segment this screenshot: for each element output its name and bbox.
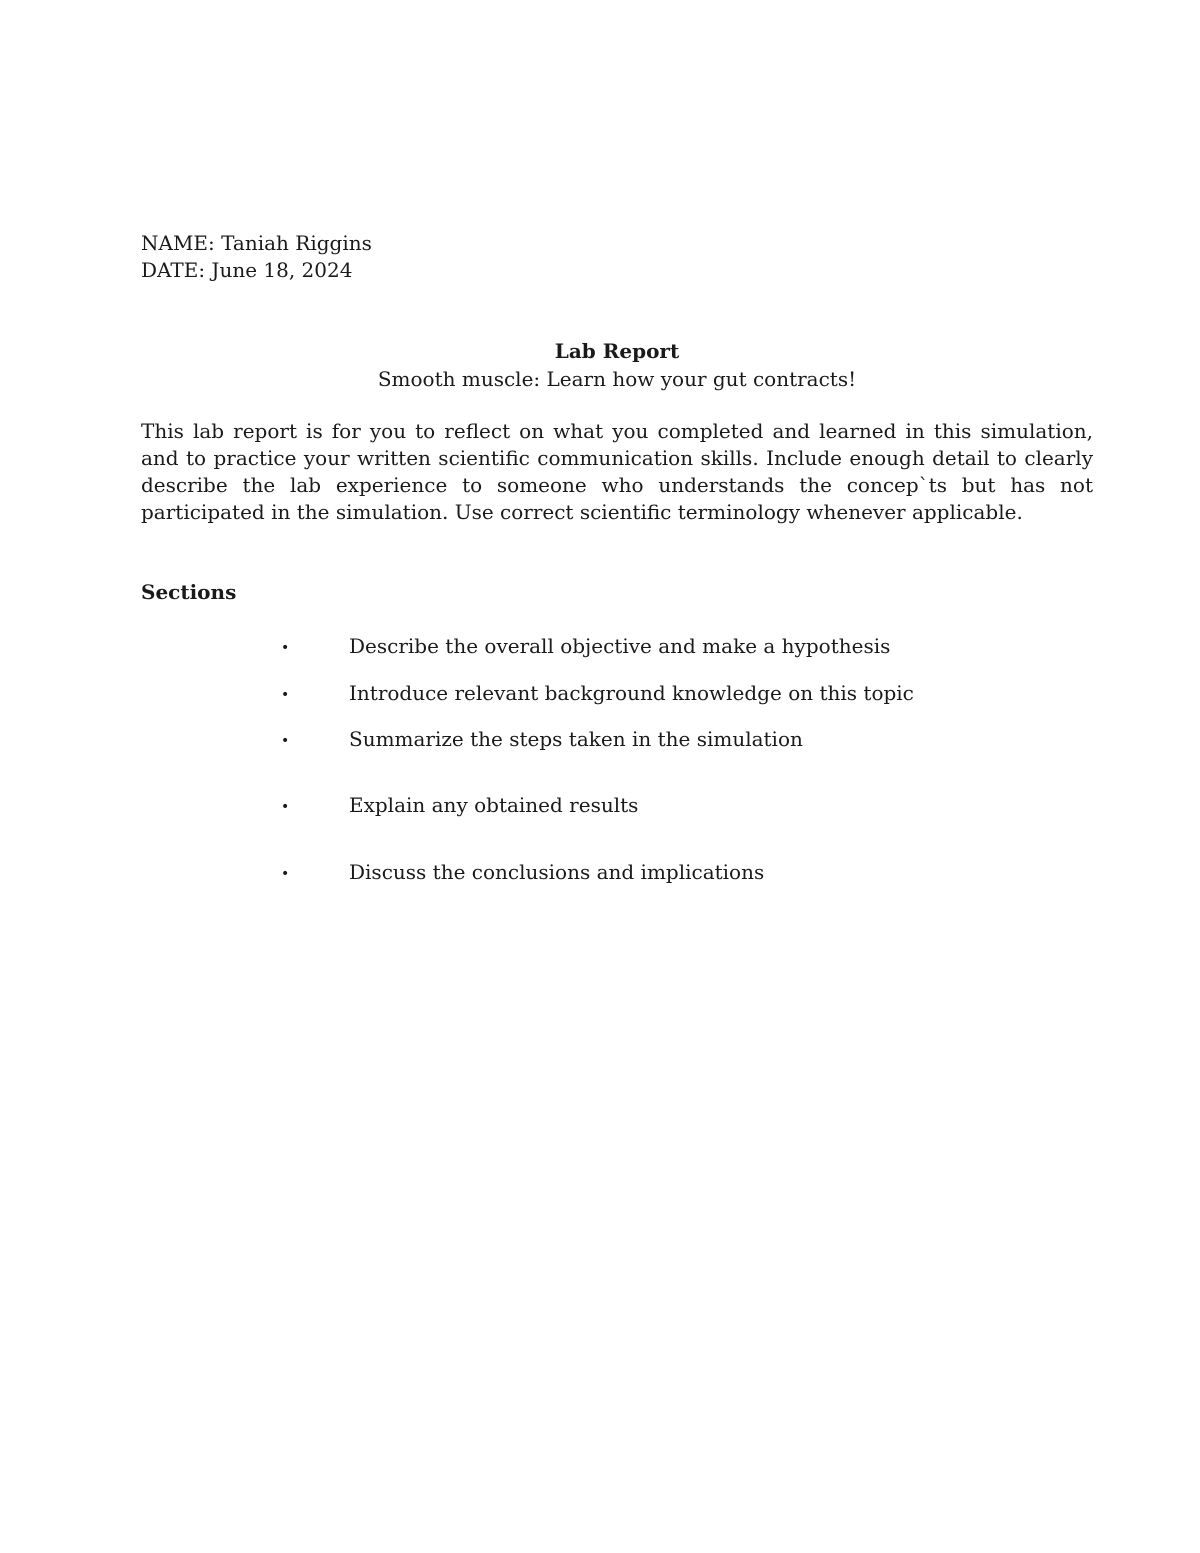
bullet-icon: • <box>281 865 290 882</box>
bullet-icon: • <box>281 686 290 703</box>
date-line: DATE: June 18, 2024 <box>141 258 353 282</box>
list-item-text: Introduce relevant background knowledge on this topic <box>349 681 914 705</box>
list-item <box>281 791 638 821</box>
name-line: NAME: Taniah Riggins <box>141 231 372 255</box>
header-block <box>141 230 372 284</box>
sections-heading: Sections <box>141 580 237 604</box>
page-title: Lab Report <box>554 339 680 363</box>
list-item <box>281 679 914 709</box>
list-item <box>281 858 764 888</box>
list-item-text: Summarize the steps taken in the simulation <box>349 727 803 751</box>
list-item-text: Explain any obtained results <box>349 793 639 817</box>
list-item-text: Describe the overall objective and make a hypothesis <box>349 634 891 658</box>
list-item <box>281 725 803 755</box>
list-item <box>281 632 890 662</box>
title-block <box>141 337 1093 393</box>
bullet-icon: • <box>281 798 290 815</box>
bullet-icon: • <box>281 639 290 656</box>
intro-paragraph: This lab report is for you to reflect on what you completed and learned in this simulation, and to practice your written scientific communication skills. Include enough detail to clearly describe the lab experience to someone who understands the concep`ts but has not participated in the simulation. Use correct scientific terminology whenever applicable. <box>141 419 1093 524</box>
page-subtitle: Smooth muscle: Learn how your gut contracts! <box>377 367 857 391</box>
bullet-icon: • <box>281 732 290 749</box>
list-item-text: Discuss the conclusions and implications <box>349 860 765 884</box>
